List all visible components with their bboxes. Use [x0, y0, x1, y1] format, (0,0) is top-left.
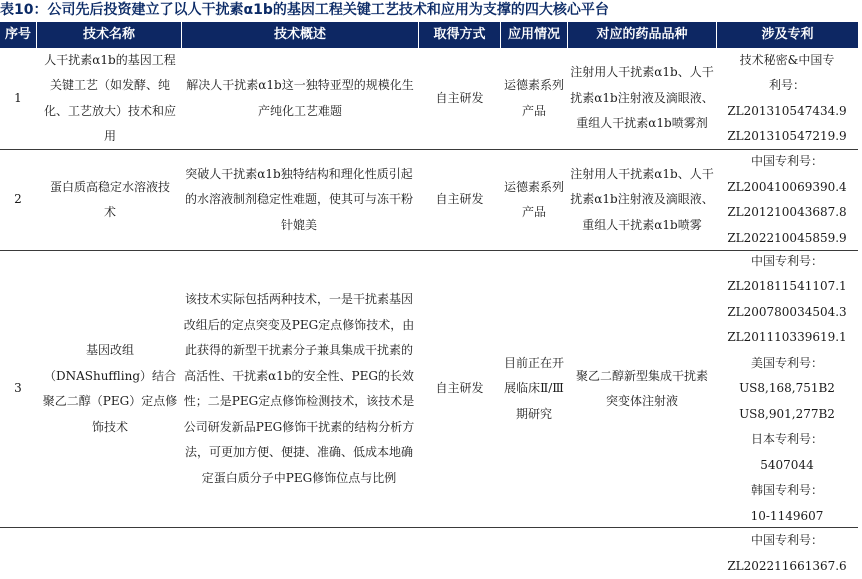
cell-summary: 该技术实际包括两种技术，一是干扰素基因改组后的定点突变及PEG定点修饰技术，由此获得的新型干扰素分子兼具集成干扰素的高活性、干扰素α1b的安全性、PEG的长效性；二是PEG定点修饰检测技术，该技术是公司研发新品PEG修饰干扰素的结构分析方法，可更加方便、便捷、准确、低成本地确定蛋白质分子中PEG修饰位点与比例 — [182, 251, 416, 527]
patent-line: 10-1149607 — [712, 504, 862, 530]
cell-patent — [712, 48, 862, 149]
patent-line: ZL200410069390.4 — [712, 175, 862, 201]
patent-line: 中国专利号： — [712, 249, 862, 275]
cell-product: 注射用人干扰素α1b、人干扰素α1b注射液及滴眼液、重组人干扰素α1b喷雾 — [570, 150, 714, 250]
cell-method: 自主研发 — [419, 48, 500, 149]
header-summary: 技术概述 — [182, 22, 418, 48]
table-header — [0, 22, 858, 48]
cell-product: 聚乙二醇新型集成干扰素突变体注射液 — [574, 251, 710, 527]
cell-summary: 突破人干扰素α1b独特结构和理化性质引起的水溶液制剂稳定性难题，使其可与冻干粉针媲美 — [182, 150, 416, 250]
cell-no: 1 — [0, 48, 36, 149]
cell-name: 蛋白质高稳定水溶液技术 — [46, 150, 174, 250]
cell-application: 运德素系列产品 — [503, 48, 565, 149]
patent-line: 利号： — [712, 73, 862, 99]
header-product: 对应的药品品种 — [568, 22, 716, 48]
cell-summary: 解决人干扰素α1b这一独特亚型的规模化生产纯化工艺难题 — [186, 48, 414, 149]
patent-line: 韩国专利号： — [712, 478, 862, 504]
patent-line: 中国专利号： — [712, 149, 862, 175]
table-row — [0, 528, 858, 565]
cell-no: 3 — [0, 251, 36, 527]
header-name: 技术名称 — [37, 22, 181, 48]
patent-line: ZL200780034504.3 — [712, 300, 862, 326]
cell-method: 自主研发 — [419, 150, 500, 250]
cell-name: 人干扰素α1b的基因工程关键工艺（如发酵、纯化、工艺放大）技术和应用 — [40, 48, 180, 149]
cell-no: 2 — [0, 150, 36, 250]
cell-method: 自主研发 — [419, 251, 500, 527]
cell-product: 注射用人干扰素α1b、人干扰素α1b注射液及滴眼液、重组人干扰素α1b喷雾剂 — [570, 48, 714, 149]
patent-line: 5407044 — [712, 453, 862, 479]
patent-line: ZL201310547219.9 — [712, 124, 862, 150]
cell-application: 运德素系列产品 — [503, 150, 565, 250]
cell-patent — [712, 150, 862, 250]
header-no: 序号 — [0, 22, 36, 48]
patent-line: ZL201110339619.1 — [712, 325, 862, 351]
table-row — [0, 251, 858, 527]
table-row — [0, 150, 858, 250]
table-title: 表10：公司先后投资建立了以人干扰素α1b的基因工程关键工艺技术和应用为支撑的四大核心平台 — [0, 0, 858, 22]
header-method: 取得方式 — [419, 22, 500, 48]
cell-application: 目前正在开展临床Ⅱ/Ⅲ期研究 — [503, 251, 565, 527]
patent-line: 美国专利号： — [712, 351, 862, 377]
header-patent: 涉及专利 — [717, 22, 858, 48]
patent-line: ZL202210045859.9 — [712, 226, 862, 252]
patent-line: ZL201310547434.9 — [712, 99, 862, 125]
patent-line: 中国专利号： — [712, 528, 862, 554]
patent-line: US8,901,277B2 — [712, 402, 862, 428]
patent-line: 日本专利号： — [712, 427, 862, 453]
patent-line: ZL201811541107.1 — [712, 274, 862, 300]
patent-line: 技术秘密&中国专 — [712, 48, 862, 74]
table-row — [0, 48, 858, 149]
cell-name: 基因改组（DNAShuffling）结合聚乙二醇（PEG）定点修饰技术 — [40, 251, 180, 527]
patent-line: ZL202211661367.6 — [712, 554, 862, 579]
cell-patent — [712, 528, 862, 579]
cell-patent — [712, 251, 862, 527]
patent-line: US8,168,751B2 — [712, 376, 862, 402]
header-application: 应用情况 — [501, 22, 567, 48]
patent-line: ZL201210043687.8 — [712, 200, 862, 226]
